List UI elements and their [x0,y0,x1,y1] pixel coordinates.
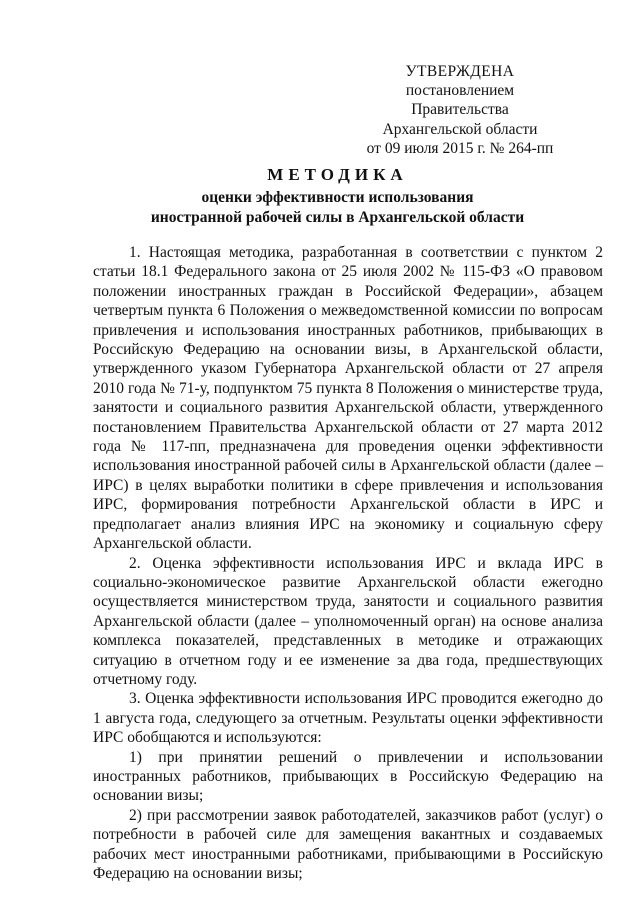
paragraph-3-item-1: 1) при принятии решений о привлечении и использовании иностранных работников, прибывающих в Российскую Федерацию на основании визы; [93,748,603,805]
document-body [93,243,603,883]
approval-heading: УТВЕРЖДЕНА [405,63,515,80]
document-subtitle-line-1: оценки эффективности использования [201,189,474,207]
approval-stamp-block [360,62,560,158]
document-subtitle-line-2: иностранной рабочей силы в Архангельской области [150,208,525,226]
approval-line-3: от 09 июля 2015 г. № 264-пп [366,139,554,157]
paragraph-3-item-2: 2) при рассмотрении заявок работодателей, заказчиков работ (услуг) о потребности в рабочей силе для замещения вакантных и создаваемых рабочих мест иностранными работниками, прибывающими в Российскую Федерацию на основании визы; [93,806,603,882]
document-title: МЕТОДИКА [267,165,408,184]
paragraph-1: 1. Настоящая методика, разработанная в соответствии с пунктом 2 статьи 18.1 Федерального закона от 25 июля 2002 № 115-ФЗ «О правовом положении иностранных граждан в Российской Федерации», абзацем четвертым пункта 6 Положения о межведомственной комиссии по вопросам привлечения и использования иностранных работников, прибывающих в Российскую Федерацию на основании визы, в Архангельской области, утвержденного указом Губернатора Архангельской области от 27 апреля 2010 года № 71-у, подпунктом 75 пункта 8 Положения о министерстве труда, занятости и социального развития Архангельской области, утвержденного постановлением Правительства Архангельской области от 27 марта 2012 года № 117-пп, предназначена для проведения оценки эффективности использования иностранной рабочей силы в Архангельской области (далее – ИРС) в целях выработки политики в сфере привлечения и использования ИРС, формирования потребности Архангельской области в ИРС и предполагает анализ влияния ИРС на экономику и социальную сферу Архангельской области. [93,244,603,553]
paragraph-3: 3. Оценка эффективности использования ИРС проводится ежегодно до 1 августа года, следующего за отчетным. Результаты оценки эффективности ИРС обобщаются и используются: [93,690,603,747]
document-title-block [70,165,605,227]
approval-line-2: Архангельской области [382,120,538,138]
approval-line-1: постановлением Правительства [405,82,515,119]
paragraph-2: 2. Оценка эффективности использования ИРС и вклада ИРС в социально-экономическое развитие Архангельской области ежегодно осуществляется министерством труда, занятости и социального развития Архангельской области (далее – уполномоченный орган) на основе анализа комплекса показателей, представленных в методике и отражающих ситуацию в отчетном году и ее изменение за два года, предшествующих отчетному году. [93,554,603,688]
